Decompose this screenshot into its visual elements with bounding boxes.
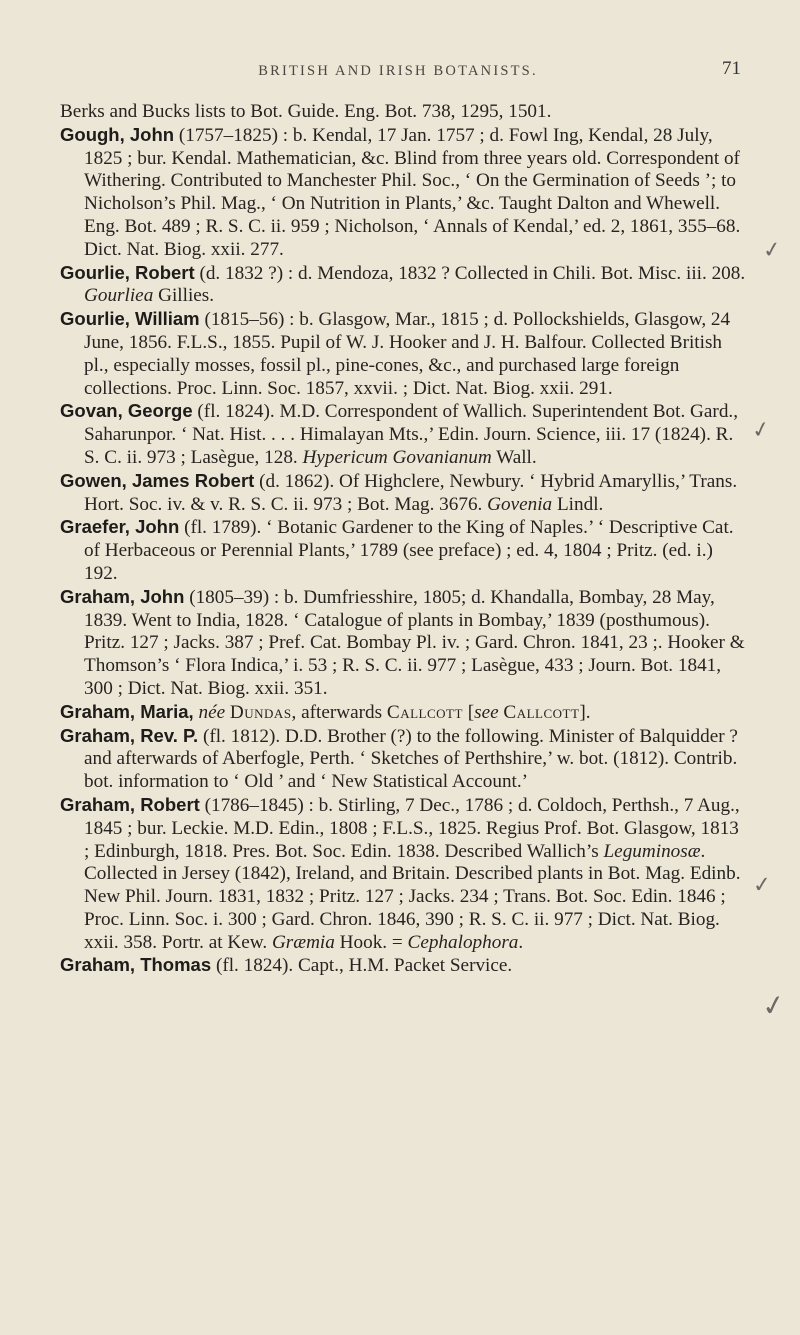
entry-text: (d. 1862). Of Highclere, Newbury. ‘ Hybrid Amaryllis,’ Trans. Hort. Soc. iv. & v. R. S. C. ii. 973 ; Bot. Mag. 3676. <box>84 470 738 515</box>
entry-gourlie-william <box>60 308 748 400</box>
entry-text: Berks and Bucks lists to Bot. Guide. Eng. Bot. 738, 1295, 1501. <box>60 101 552 122</box>
entry-italic: see <box>474 701 499 723</box>
running-header: BRITISH AND IRISH BOTANISTS. <box>258 63 538 79</box>
entry-gough-john <box>60 124 748 262</box>
entry-graham-thomas <box>60 954 748 978</box>
entry-heading: Govan, George <box>60 400 193 422</box>
entry-small-caps: Dundas <box>229 701 292 723</box>
pencil-tick-mark: ✓ <box>749 416 773 445</box>
entry-italic: Govenia <box>487 493 553 515</box>
entry-gourlie-robert <box>60 262 748 309</box>
entry-graham-robert <box>60 794 748 955</box>
entry-italic: Hypericum Govanianum <box>302 446 492 468</box>
entry-graham-rev-p <box>60 725 748 794</box>
entry-text: . <box>518 931 524 953</box>
entry-italic: Græmia <box>271 931 335 953</box>
entry-text: (fl. 1812). D.D. Brother (?) to the following. Minister of Balquidder ? and afterwards of Aberfogle, Perth. ‘ Sketches of Perthshire,’ w. bot. (1812). Contrib. bot. information to ‘ Old ’ and ‘ New Statistical Account.’ <box>84 725 738 793</box>
entry-text: Gillies. <box>153 285 215 307</box>
entry-text: Lindl. <box>552 493 604 515</box>
entry-heading: Graham, Robert <box>60 793 200 815</box>
pencil-tick-mark: ✓ <box>759 987 789 1024</box>
entry-graefer-john <box>60 516 748 585</box>
entry-text: (1757–1825) : b. Kendal, 17 Jan. 1757 ; d. Fowl Ing, Kendal, 28 July, 1825 ; bur. Kendal. Mathematician, &c. Blind from three years old. Correspondent of Withering. Contributed to Manchester Phil. Soc., ‘ On the Germination of Seeds ’; to Nicholson’s Phil. Mag., ‘ On Nutrition in Plants,’ &c. Taught Dalton and Whewell. Eng. Bot. 489 ; R. S. C. ii. 959 ; Nicholson, ‘ Annals of Kendal,’ ed. 2, 1861, 355–68. Dict. Nat. Biog. xxii. 277. <box>84 124 741 260</box>
entry-text: (1805–39) : b. Dumfriesshire, 1805; d. Khandalla, Bombay, 28 May, 1839. Went to India, 1828. ‘ Catalogue of plants in Bombay,’ 1839 (posthumous). Pritz. 127 ; Jacks. 387 ; Pref. Cat. Bombay Pl. iv. ; Gard. Chron. 1841, 23 ;. Hooker & Thomson’s ‘ Flora Indica,’ i. 53 ; R. S. C. ii. 977 ; Lasègue, 433 ; Journ. Bot. 1841, 300 ; Dict. Nat. Biog. xxii. 351. <box>84 586 745 699</box>
entry-text: , afterwards <box>291 701 387 723</box>
entry-text: . Collected in Jersey (1842), Ireland, and Britain. Described plants in Bot. Mag. Edinb. New Phil. Journ. 1831, 1832 ; Pritz. 127 ; Jacks. 234 ; Trans. Bot. Soc. Edin. 1846 ; Proc. Linn. Soc. i. 300 ; Gard. Chron. 1846, 390 ; R. S. C. ii. 977 ; Dict. Nat. Biog. xxii. 358. Portr. at Kew. <box>84 840 741 953</box>
entry-small-caps: Callcott <box>503 701 580 723</box>
entry-text: (fl. 1824). Capt., H.M. Packet Service. <box>211 955 513 977</box>
entry-text: Wall. <box>491 446 537 468</box>
entry-text: (1815–56) : b. Glasgow, Mar., 1815 ; d. Pollockshields, Glasgow, 24 June, 1856. F.L.S., 1855. Pupil of W. J. Hooker and J. H. Balfour. Collected British pl., especially mosses, fossil pl., pine-cones, &c., and purchased large foreign collections. Proc. Linn. Soc. 1857, xxvii. ; Dict. Nat. Biog. xxii. 291. <box>84 309 731 399</box>
entry-text: (d. 1832 ?) : d. Mendoza, 1832 ? Collected in Chili. Bot. Misc. iii. 208. <box>194 262 746 284</box>
entry-heading: Graham, Thomas <box>60 954 212 976</box>
entry-text: (fl. 1789). ‘ Botanic Gardener to the King of Naples.’ ‘ Descriptive Cat. of Herbaceous or Perennial Plants,’ 1789 (see preface) ; ed. 4, 1804 ; Pritz. (ed. i.) 192. <box>84 517 734 584</box>
entry-heading: Gough, John <box>60 123 175 145</box>
dictionary-entries <box>60 101 748 978</box>
entry-text: ]. <box>579 701 591 723</box>
entry-heading: Graefer, John <box>60 516 180 538</box>
page-number: 71 <box>722 58 741 79</box>
entry-text: [ <box>462 701 475 723</box>
entry-italic: née <box>198 701 226 723</box>
entry-heading: Gourlie, William <box>60 308 200 330</box>
entry-heading: Graham, John <box>60 585 185 607</box>
pencil-tick-mark: ✓ <box>761 236 784 265</box>
entry-italic: Gourliea <box>84 285 154 307</box>
entry-govan-george <box>60 400 748 469</box>
entry-heading: Gourlie, Robert <box>60 261 195 283</box>
pencil-tick-mark: ✓ <box>751 872 773 899</box>
entry-italic: Leguminosæ <box>603 840 701 862</box>
entry-heading: Graham, Maria, <box>60 700 194 722</box>
entry-text: Hook. = <box>334 931 408 953</box>
entry-heading: Gowen, James Robert <box>60 469 255 491</box>
entry-text: (fl. 1824). M.D. Correspondent of Wallich. Superintendent Bot. Gard., Saharunpor. ‘ Nat. Hist. . . . Himalayan Mts.,’ Edin. Journ. Science, iii. 17 (1824). R. S. C. ii. 973 ; Lasègue, 128. <box>84 401 739 468</box>
entry-graham-maria <box>60 701 748 725</box>
entry-graham-john <box>60 586 748 701</box>
entry-small-caps: Callcott <box>386 701 463 723</box>
entry-italic: Cephalophora <box>407 931 519 953</box>
entry-continuation <box>60 101 748 124</box>
entry-gowen-james-robert <box>60 470 748 517</box>
entry-heading: Graham, Rev. P. <box>60 724 199 746</box>
entry-text: (1786–1845) : b. Stirling, 7 Dec., 1786 ; d. Coldoch, Perthsh., 7 Aug., 1845 ; bur. Leckie. M.D. Edin., 1808 ; F.L.S., 1825. Regius Prof. Bot. Glasgow, 1813 ; Edinburgh, 1818. Pres. Bot. Soc. Edin. 1838. Described Wallich’s <box>84 794 740 862</box>
